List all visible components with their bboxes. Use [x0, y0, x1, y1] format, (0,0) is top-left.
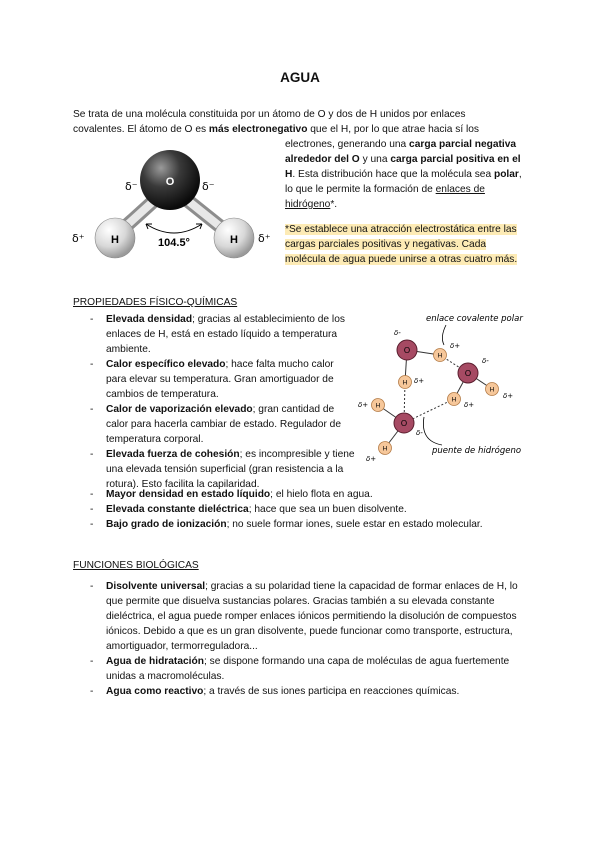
- bond-angle-arc: [146, 224, 202, 233]
- properties-list-wide: [90, 487, 530, 532]
- list-item: - Bajo grado de ionización; no suele formar iones, suele estar en estado molecular.: [90, 517, 530, 532]
- charge-o1: δ-: [394, 329, 401, 337]
- charge-h6: δ+: [366, 455, 377, 463]
- label-hydrogen-bond: puente de hidrógeno: [432, 446, 522, 456]
- hydrogen-1-label: H: [437, 352, 443, 360]
- label-covalent-bond: enlace covalente polar: [426, 314, 523, 324]
- intro-paragraph: electrones, generando una carga parcial negativa alrededor del O y una carga parcial positiva en el H. Esta distribución hace que la molécula sea polar, lo que le permite la formación de enlaces de hidrógeno*.: [285, 139, 522, 210]
- hydrogen-bond-diagram: [350, 305, 540, 475]
- properties-list: [90, 312, 355, 492]
- page-title: AGUA: [280, 70, 320, 85]
- hydrogen-label-right: H: [230, 234, 238, 246]
- delta-minus-left: δ⁻: [125, 180, 138, 193]
- list-item: - Disolvente universal; gracias a su polaridad tiene la capacidad de formar enlaces de H, lo que permite que disuelva sustancias polares. Gracias también a su elevada constante dieléctrica, el agua puede romper enlaces iónicos permitiendo la disolución de compuestos iónicos. Debido a que es un gran disolvente, puede funcionar como transporte, estructura, amortiguador, termorreguladora...: [90, 579, 525, 654]
- oxygen-3-label: O: [400, 419, 408, 428]
- hbond-note: *Se establece una atracción electrostática entre las cargas parciales positivas y negativas. Cada molécula de agua puede unirse a otras cuatro más.: [285, 224, 518, 265]
- list-item: - Mayor densidad en estado líquido; el hielo flota en agua.: [90, 487, 530, 502]
- intro-line-1: Se trata de una molécula constituida por un átomo de O y dos de H unidos por enlaces: [73, 109, 466, 120]
- list-item: - Agua de hidratación; se dispone formando una capa de moléculas de agua fuertemente unidas a macromoléculas.: [90, 654, 525, 684]
- delta-minus-right: δ⁻: [202, 180, 215, 193]
- list-item: - Elevada densidad; gracias al establecimiento de los enlaces de H, está en estado líquido a temperatura ambiente.: [90, 312, 350, 357]
- hbond-pointer: [423, 417, 442, 445]
- section-heading-properties: PROPIEDADES FÍSICO-QUÍMICAS: [73, 297, 238, 308]
- hydrogen-6-label: H: [382, 445, 388, 453]
- charge-h2: δ+: [414, 377, 425, 385]
- list-item: - Agua como reactivo; a través de sus iones participa en reacciones químicas.: [90, 684, 525, 699]
- oxygen-1-label: O: [403, 346, 411, 355]
- list-item: - Calor específico elevado; hace falta mucho calor para elevar su temperatura. Gran amortiguador de cambios de temperatura.: [90, 357, 350, 402]
- list-item: - Calor de vaporización elevado; gran cantidad de calor para hacerla cambiar de estado. Regulador de temperatura corporal.: [90, 402, 350, 447]
- hydrogen-label-left: H: [111, 234, 119, 246]
- charge-o2: δ-: [482, 357, 489, 365]
- section-heading-functions: FUNCIONES BIOLÓGICAS: [73, 560, 199, 571]
- hydrogen-5-label: H: [375, 402, 381, 410]
- charge-h3: δ+: [464, 401, 475, 409]
- covalent-pointer: [442, 325, 446, 345]
- oxygen-2-label: O: [464, 369, 472, 378]
- functions-list: [90, 579, 525, 699]
- oxygen-label: O: [165, 176, 175, 188]
- hydrogen-3-label: H: [451, 396, 457, 404]
- charge-o3: δ-: [416, 429, 423, 437]
- charge-h5: δ+: [358, 401, 369, 409]
- hydrogen-2-label: H: [402, 379, 408, 387]
- list-item: - Elevada constante dieléctrica; hace que sea un buen disolvente.: [90, 502, 530, 517]
- charge-h4: δ+: [503, 392, 514, 400]
- delta-plus-right: δ⁺: [258, 232, 271, 245]
- list-item: - Elevada fuerza de cohesión; es incompresible y tiene una elevada tensión superficial (gran resistencia a la rotura). Esto facilita la capilaridad.: [90, 447, 366, 492]
- water-molecule-illustration: [70, 138, 280, 278]
- charge-h1: δ+: [450, 342, 461, 350]
- intro-line-2: covalentes. El átomo de O es más electronegativo que el H, por lo que atrae hacia sí los: [73, 124, 480, 135]
- bond-angle-label: 104.5°: [158, 237, 190, 249]
- hydrogen-4-label: H: [489, 386, 495, 394]
- delta-plus-left: δ⁺: [72, 232, 85, 245]
